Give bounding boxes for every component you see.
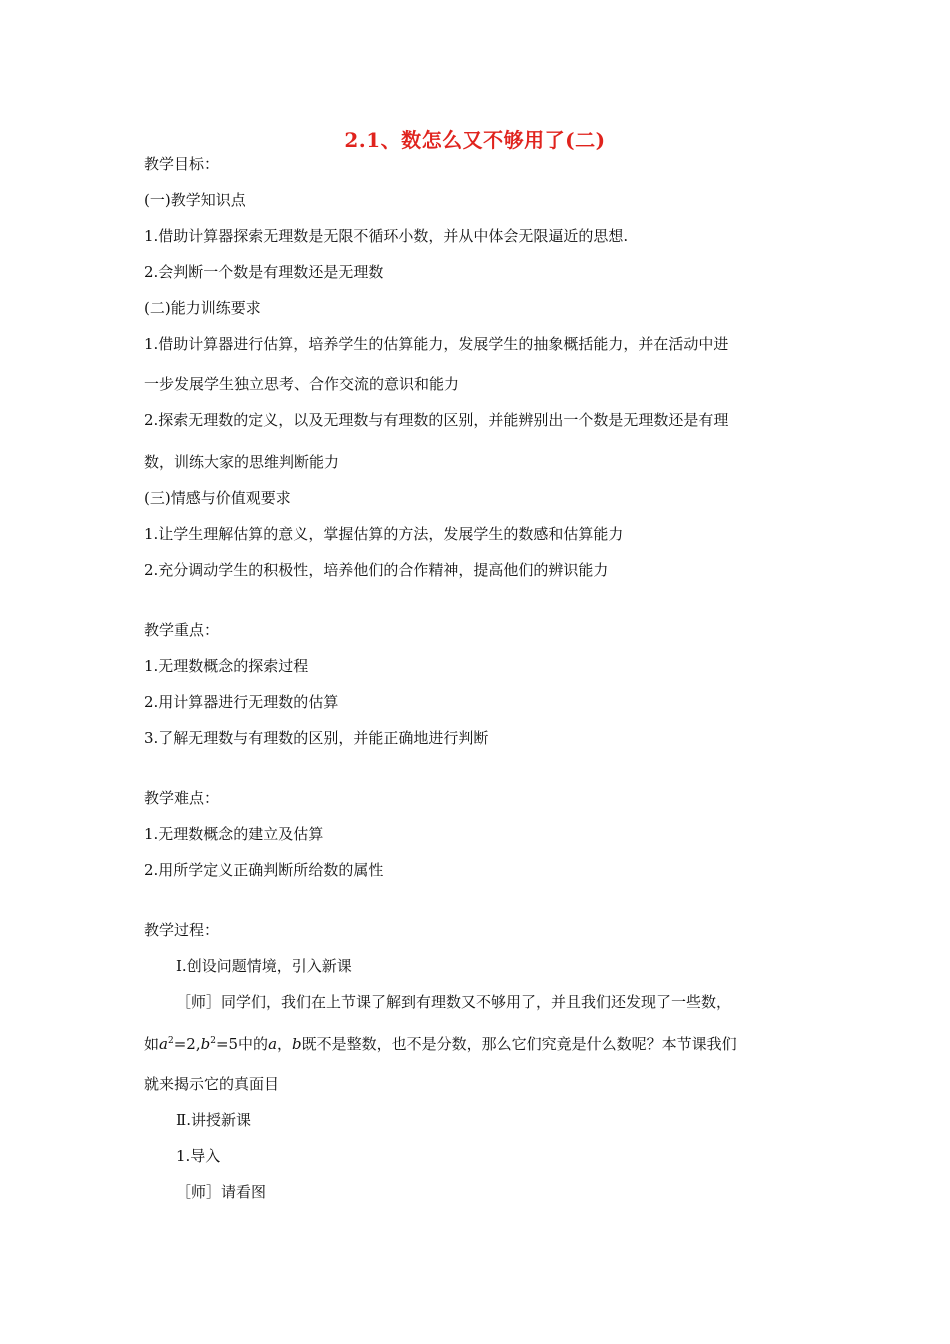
difficulty-item: 2.用所学定义正确判断所给数的属性: [144, 861, 384, 879]
text-segment: =5中的: [215, 1035, 269, 1053]
key-points-heading: 教学重点：: [144, 621, 220, 639]
objective-item: 2.会判断一个数是有理数还是无理数: [144, 263, 384, 281]
key-point-item: 1.无理数概念的探索过程: [144, 657, 309, 675]
process-step-1: Ⅰ.创设问题情境，引入新课: [176, 957, 352, 975]
math-variable-a: a: [268, 1035, 278, 1053]
objectives-section-3: (三)情感与价值观要求: [144, 489, 291, 507]
key-point-item: 2.用计算器进行无理数的估算: [144, 693, 339, 711]
math-exponent: 2: [210, 1036, 216, 1046]
text-segment: ，: [277, 1035, 293, 1053]
text-segment: 如: [144, 1035, 160, 1053]
process-paragraph: ［师］请看图: [176, 1183, 267, 1201]
objective-item: 2.探索无理数的定义，以及无理数与有理数的区别，并能辨别出一个数是无理数还是有理: [144, 411, 729, 429]
process-paragraph-continued: 就来揭示它的真面目: [144, 1075, 280, 1093]
process-heading: 教学过程：: [144, 921, 220, 939]
difficulties-heading: 教学难点：: [144, 789, 220, 807]
key-point-item: 3.了解无理数与有理数的区别，并能正确地进行判断: [144, 729, 489, 747]
process-step-2: Ⅱ.讲授新课: [176, 1111, 251, 1129]
process-paragraph: ［师］同学们，我们在上节课了解到有理数又不够用了，并且我们还发现了一些数，: [176, 993, 732, 1011]
document-title: 2.1、数怎么又不够用了(二): [344, 128, 606, 152]
difficulty-item: 1.无理数概念的建立及估算: [144, 825, 324, 843]
text-segment: 既不是整数，也不是分数，那么它们究竟是什么数呢？本节课我们: [301, 1035, 737, 1053]
objective-item-continued: 一步发展学生独立思考、合作交流的意识和能力: [144, 375, 460, 393]
process-paragraph-formula-line: [144, 1034, 737, 1054]
objective-item: 2.充分调动学生的积极性，培养他们的合作精神，提高他们的辨识能力: [144, 561, 609, 579]
math-variable-b: b: [292, 1035, 302, 1053]
objectives-heading: 教学目标：: [144, 155, 220, 173]
math-variable-a: a: [159, 1035, 168, 1053]
objectives-section-2: (二)能力训练要求: [144, 299, 261, 317]
objectives-section-1: (一)教学知识点: [144, 191, 246, 209]
math-variable-b: b: [200, 1035, 211, 1053]
math-exponent: 2: [167, 1036, 174, 1046]
objective-item: 1.借助计算器进行估算，培养学生的估算能力，发展学生的抽象概括能力，并在活动中进: [144, 335, 729, 353]
objective-item: 1.借助计算器探索无理数是无限不循环小数，并从中体会无限逼近的思想.: [144, 227, 629, 245]
objective-item: 1.让学生理解估算的意义，掌握估算的方法，发展学生的数感和估算能力: [144, 525, 624, 543]
text-segment: =2,: [173, 1035, 201, 1053]
process-substep: 1.导入: [176, 1147, 221, 1165]
objective-item-continued: 数，训练大家的思维判断能力: [144, 453, 340, 471]
